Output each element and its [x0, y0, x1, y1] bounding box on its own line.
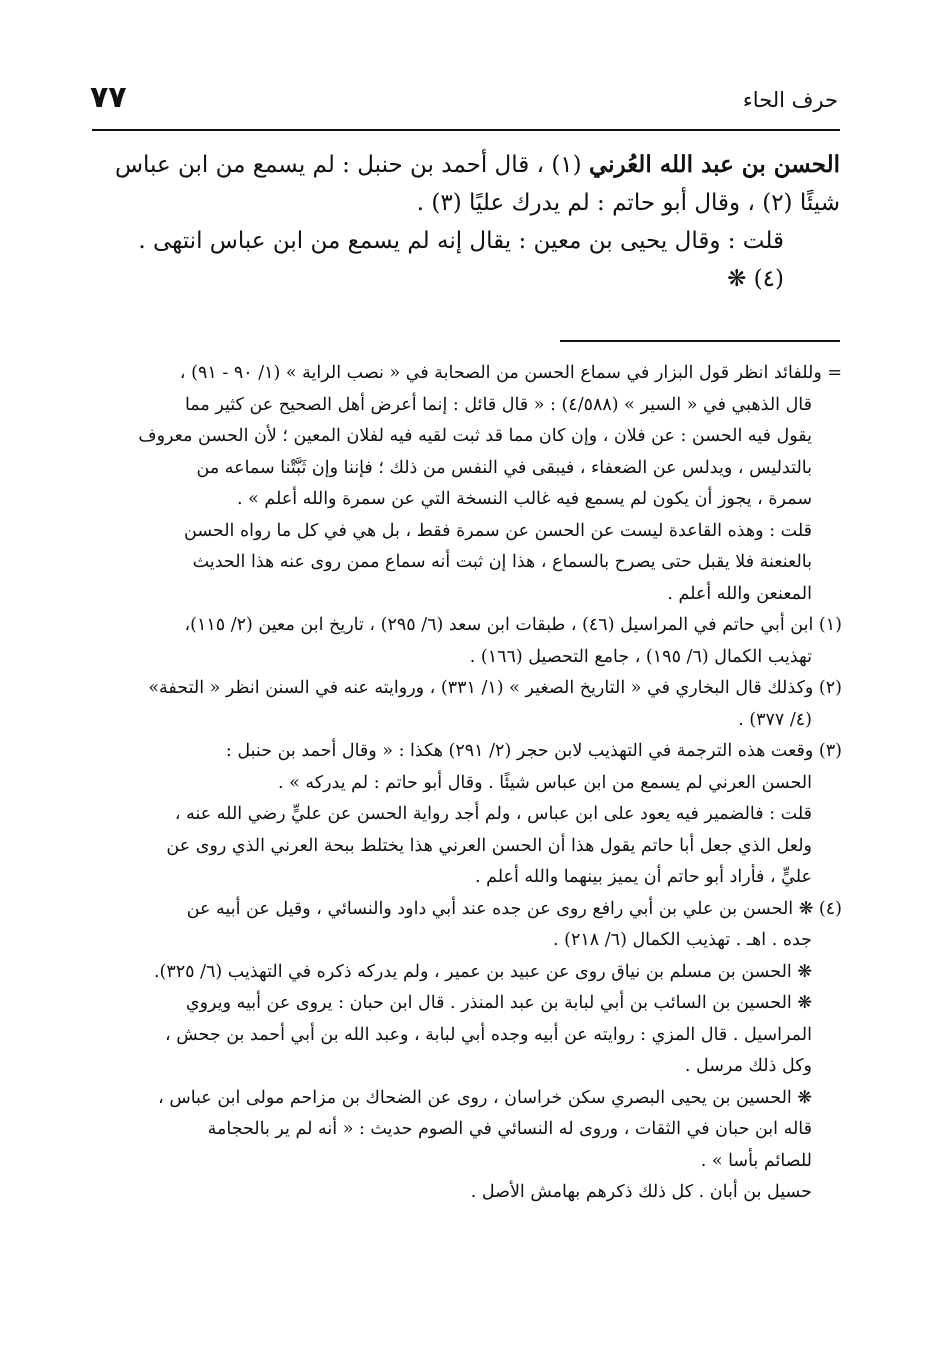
footnote-line: يقول فيه الحسن : عن فلان ، وإن كان مما قد ثبت لقيه فيه لفلان المعين ؛ لأن الحسن معروف	[138, 426, 812, 446]
footnote-line: قلت : فالضمير فيه يعود على ابن عباس ، ولم أجد رواية الحسن عن عليٍّ رضي الله عنه ،	[174, 804, 812, 824]
footnote-line: بالعنعنة فلا يقبل حتى يصرح بالسماع ، هذا إن ثبت أنه سماع ممن روى عنه هذا الحديث	[192, 552, 812, 572]
footnote-line: حسيل بن أبان . كل ذلك ذكرهم بهامش الأصل .	[470, 1182, 812, 1202]
main-text	[90, 146, 840, 298]
footnote-3: (٣) وقعت هذه الترجمة في التهذيب لابن حجر (٢/ ٢٩١) هكذا : « وقال أحمد بن حنبل :	[225, 741, 842, 761]
footnote-4: (٤) ❋ الحسن بن علي بن أبي رافع روى عن جده عند أبي داود والنسائي ، وقيل عن أبيه عن	[186, 898, 842, 919]
footnote-line: ❋ الحسين بن السائب بن أبي لبابة بن عبد المنذر . قال ابن حبان : يروى عن أبيه ويروي	[185, 993, 812, 1013]
footnote-line: للصائم بأسا » .	[700, 1150, 812, 1171]
main-line-1	[90, 146, 840, 184]
main-line-2: شيئًا (٢) ، وقال أبو حاتم : لم يدرك عليًا (٣) .	[416, 190, 840, 216]
footnote-line: ولعل الذي جعل أبا حاتم يقول هذا أن الحسن العرني هذا يختلط ببحة العرني الذي روى عن	[166, 835, 812, 856]
page-number: ٧٧	[90, 80, 127, 115]
footnote-line: تهذيب الكمال (٦/ ١٩٥) ، جامع التحصيل (١٦٦) .	[469, 646, 812, 667]
footnote-line: = وللفائد انظر قول البزار في سماع الحسن من الصحابة في « نصب الراية » (١/ ٩٠ - ٩١) ،	[179, 363, 842, 383]
footnote-line: (٤/ ٣٧٧) .	[738, 709, 812, 730]
main-line-3: قلت : وقال يحيى بن معين : يقال إنه لم يسمع من ابن عباس انتهى .	[138, 228, 784, 254]
footnote-line: ❋ الحسين بن يحيى البصري سكن خراسان ، روى عن الضحاك بن مزاحم مولى ابن عباس ،	[158, 1087, 812, 1108]
footnote-line: ❋ الحسن بن مسلم بن نياق روى عن عبيد بن عمير ، ولم يدركه ذكره في التهذيب (٦/ ٣٢٥).	[153, 961, 812, 982]
main-line-1-text: (١) ، قال أحمد بن حنبل : لم يسمع من ابن عباس	[114, 152, 582, 178]
footnote-line: بالتدليس ، ويدلس عن الضعفاء ، فيبقى في النفس من ذلك ؛ فإننا وإن ثَبَّتْنا سماعه من	[196, 457, 812, 478]
page-header	[90, 80, 838, 120]
footnote-line: قال الذهبي في « السير » (٤/٥٨٨) : « قال قائل : إنما أعرض أهل الصحيح عن كثير مما	[184, 394, 812, 415]
footnote-line: الحسن العرني لم يسمع من ابن عباس شيئًا . وقال أبو حاتم : لم يدركه » .	[277, 772, 812, 793]
footnote-line: سمرة ، يجوز أن يكون لم يسمع فيه غالب النسخة التي عن سمرة والله أعلم » .	[236, 489, 812, 509]
footnote-line: جده . اهـ . تهذيب الكمال (٦/ ٢١٨) .	[553, 930, 812, 950]
running-head: حرف الحاء	[742, 88, 838, 112]
footnotes	[90, 358, 842, 1209]
footnote-rule	[560, 340, 840, 342]
footnote-line: وكل ذلك مرسل .	[684, 1056, 812, 1076]
entry-name: الحسن بن عبد الله العُرني	[588, 151, 840, 178]
footnote-line: قاله ابن حبان في الثقات ، وروى له النسائي في الصوم حديث : « أنه لم ير بالحجامة	[207, 1119, 812, 1139]
footnote-line: قلت : وهذه القاعدة ليست عن الحسن عن سمرة فقط ، بل هي في كل ما رواه الحسن	[184, 520, 812, 541]
footnote-line: المراسيل . قال المزي : روايته عن أبيه وجده أبي لبابة ، وعبد الله بن أبي أحمد بن جحش ،	[165, 1024, 812, 1045]
footnote-2: (٢) وكذلك قال البخاري في « التاريخ الصغير » (١/ ٣٣١) ، وروايته عنه في السنن انظر « التحفة»	[148, 678, 842, 698]
footnote-line: المعنعن والله أعلم .	[667, 583, 812, 604]
footnote-marker-4: (٤) ❋	[727, 266, 784, 292]
footnote-1: (١) ابن أبي حاتم في المراسيل (٤٦) ، طبقات ابن سعد (٦/ ٢٩٥) ، تاريخ ابن معين (٢/ ١١٥)،	[184, 615, 842, 635]
footnote-line: عليٍّ ، فأراد أبو حاتم أن يميز بينهما والله أعلم .	[474, 867, 812, 887]
header-rule	[92, 129, 840, 131]
